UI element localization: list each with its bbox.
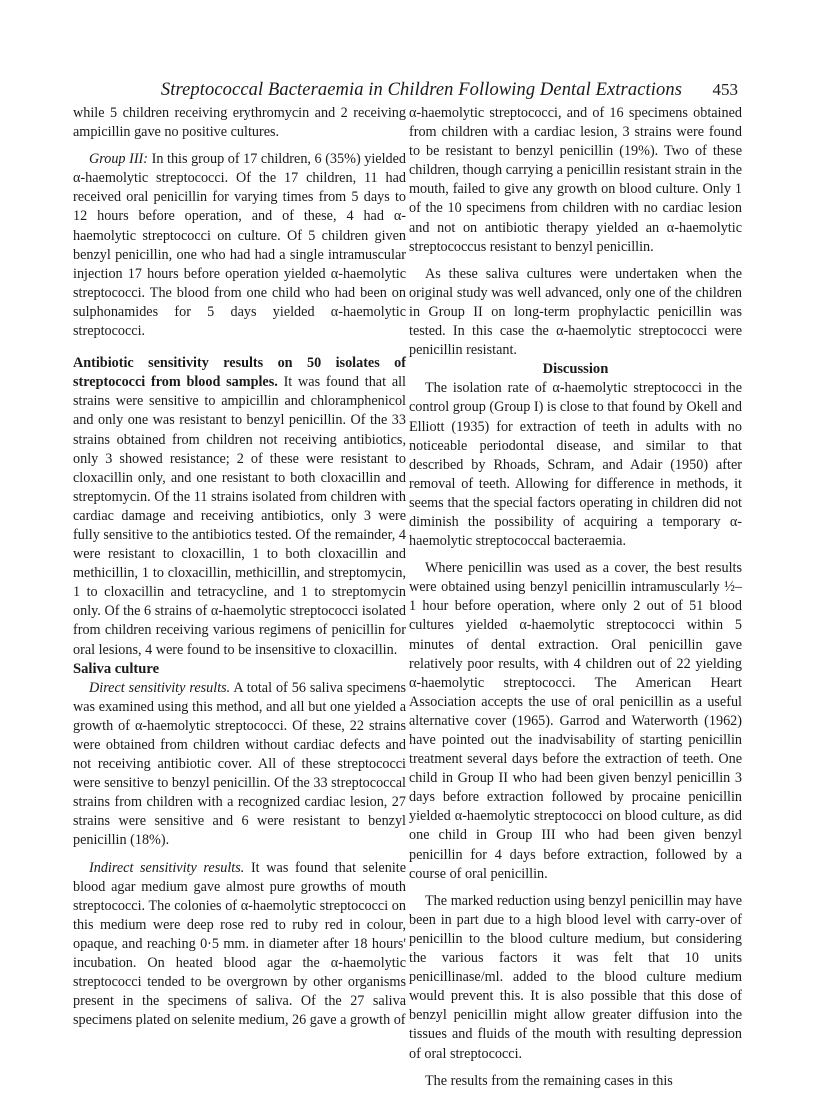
indirect-sensitivity-text: It was found that selenite blood agar medium gave almost pure growths of mouth streptococci. The colonies of α-haemolytic streptococci on this medium were deep rose red to ruby red in colour, opaque, and reaching 0·5 mm. in diameter after 18 hours' incubation. On heated blood agar the α-haemolytic streptococci tended to be overgrown by other organisms present in the specimens of saliva. Of the 27 saliva specimens plated on selenite medium, 26 gave a growth of bbox=[73, 859, 407, 1029]
discussion-paragraph-2: Where penicillin was used as a cover, the best results were obtained using benzyl penicillin intramuscularly ½–1 hour before operation, where only 2 out of 51 blood cultures yielded α-haemolytic streptococci within 5 minutes of dental extraction. Oral penicillin gave relatively poor results, with 4 children out of 22 yielding α-haemolytic streptococci. The American Heart Association accepts the use of oral penicillin as a useful alternative cover (1965). Garrod and Waterworth (1962) have pointed out the inadvisability of starting penicillin treatment several days before the extraction of teeth. One child in Group II who had been given benzyl penicillin 3 days before extraction followed by procaine penicillin yielded α-haemolytic streptococci on blood culture, as did one child in Group III who had been given benzyl penicillin for 4 days before extraction, followed by a course of oral penicillin. bbox=[409, 560, 742, 882]
right-column bbox=[409, 104, 742, 1091]
antibiotic-sensitivity-paragraph bbox=[73, 354, 406, 660]
direct-sensitivity-paragraph bbox=[73, 679, 406, 851]
page-header bbox=[62, 80, 742, 104]
discussion-paragraph-3: The marked reduction using benzyl penicillin may have been in part due to a high blood level with carry-over of penicillin to the blood culture medium, but considering the various factors it was felt that 10 units penicillinase/ml. added to the blood culture medium would prevent this. It is also possible that this dose of benzyl penicillin might allow greater diffusion into the tissues and fluids of the mouth with resulting depression of oral streptococci. bbox=[409, 892, 742, 1062]
discussion-paragraph-1: The isolation rate of α-haemolytic streptococci in the control group (Group I) is close to that found by Okell and Elliott (1935) for extraction of teeth in adults with no noticeable periodontal disease, and similar to that described by Rhoads, Schram, and Adair (1950) after removal of teeth. Allowing for difference in methods, it seems that the special factors operating in children did not diminish the possibility of acquiring a temporary α-haemolytic streptococcal bacteraemia. bbox=[409, 380, 742, 550]
discussion-paragraph-4: The results from the remaining cases in this bbox=[425, 1072, 673, 1089]
group-iii-label: Group III: bbox=[89, 151, 149, 168]
group-iii-paragraph bbox=[73, 150, 406, 341]
discussion-heading: Discussion bbox=[542, 361, 609, 378]
left-column bbox=[73, 104, 406, 1030]
indirect-sensitivity-label: Indirect sensitivity results. bbox=[89, 859, 245, 876]
saliva-results-continuation: α-haemolytic streptococci, and of 16 specimens obtained from children with a cardiac lesion, 3 strains were found to be resistant to benzyl penicillin (19%). Two of these children, though carrying a penicillin resistant strain in the mouth, failed to give any growth on blood culture. Only 1 of the 10 specimens from children with no cardiac lesion and not on antibiotic therapy yielded an α-haemolytic streptococcus resistant to benzyl penicillin. bbox=[409, 105, 742, 255]
saliva-group-ii-paragraph: As these saliva cultures were undertaken when the original study was well advanced, only one of the children in Group II on long-term prophylactic penicillin was tested. In this case the α-haemolytic streptococci were penicillin resistant. bbox=[409, 265, 742, 359]
page-number: 453 bbox=[712, 80, 738, 99]
indirect-sensitivity-paragraph bbox=[73, 859, 406, 1031]
antibiotic-sensitivity-heading: Antibiotic sensitivity results on 50 isolates of streptococci from blood samples. bbox=[73, 355, 406, 391]
paragraph-continuation: while 5 children receiving erythromycin and 2 receiving ampicillin gave no positive cultures. bbox=[73, 105, 406, 141]
direct-sensitivity-label: Direct sensitivity results. bbox=[89, 679, 231, 696]
direct-sensitivity-text: A total of 56 saliva specimens was examined using this method, and all but one yielded a growth of α-haemolytic streptococci. Of these, 22 strains were obtained from children without cardiac defects and not receiving antibiotic cover. All of these streptococci were sensitive to benzyl penicillin. Of the 33 streptococcal strains from children with a recognized cardiac lesion, 27 strains were sensitive and 6 were resistant to benzyl penicillin (18%). bbox=[73, 679, 407, 849]
saliva-culture-heading: Saliva culture bbox=[73, 660, 160, 677]
antibiotic-sensitivity-text: It was found that all strains were sensitive to ampicillin and chloramphenicol and only one was resistant to benzyl penicillin. Of the 33 strains obtained from children not receiving antibiotics, only 3 showed resistance; 2 of these were resistant to cloxacillin only, and one resistant to both cloxacillin and streptomycin. Of the 11 strains isolated from children with cardiac damage and receiving antibiotics, only 3 were fully sensitive to the antibiotics tested. Of the remainder, 4 were resistant to cloxacillin, 1 to both cloxacillin and methicillin, 1 to cloxacillin, methicillin, and streptomycin, 1 to cloxacillin and tetracycline, and 1 to streptomycin only. Of the 6 strains of α-haemolytic streptococci isolated from children receiving various regimens of penicillin for oral lesions, 4 were found to be insensitive to cloxacillin. bbox=[73, 374, 406, 658]
group-iii-text: In this group of 17 children, 6 (35%) yielded α-haemolytic streptococci. Of the 17 children, 11 had received oral penicillin for varying times from 5 days to 12 hours before operation, and of these, 4 had α-haemolytic streptococci on culture. Of 5 children given benzyl penicillin, one who had had a single intramuscular injection 17 hours before operation yielded α-haemolytic streptococci. The blood from one child who had been on sulphonamides for 5 days yielded α-haemolytic streptococci. bbox=[73, 151, 407, 340]
running-title: Streptococcal Bacteraemia in Children Following Dental Extractions bbox=[160, 80, 682, 100]
